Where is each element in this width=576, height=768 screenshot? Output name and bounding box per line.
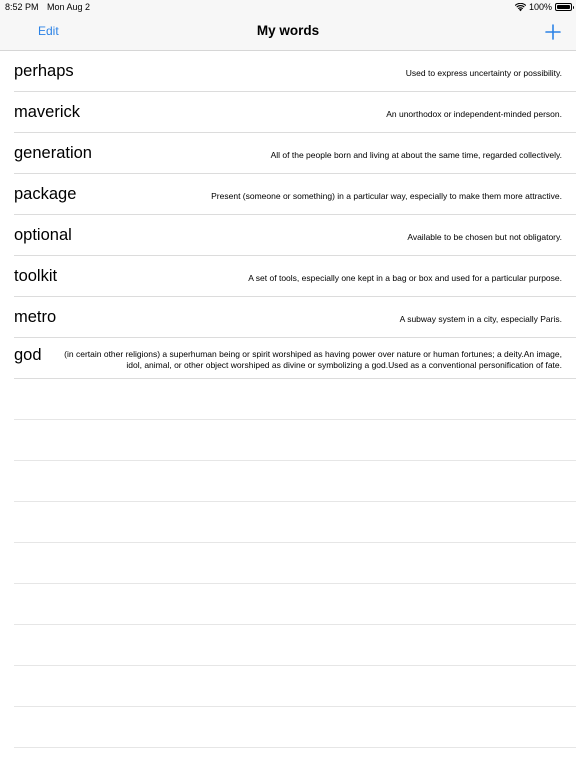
empty-row — [14, 625, 576, 666]
wifi-icon — [515, 3, 526, 12]
word-title: maverick — [14, 103, 81, 121]
empty-row — [14, 543, 576, 584]
word-definition: All of the people born and living at about the same time, regarded collectively. — [270, 150, 562, 160]
word-definition: (in certain other religions) a superhuman being or spirit worshiped as having power over nature or human fortunes; a deity.An image, idol, animal, or other object worshiped as divine or symbolizing a god.Used as a conventional personification of fate. — [64, 349, 562, 370]
empty-row — [14, 379, 576, 420]
word-title: metro — [14, 308, 57, 326]
status-time: 8:52 PM — [5, 2, 39, 12]
word-row[interactable] — [14, 174, 576, 215]
word-row[interactable] — [14, 92, 576, 133]
empty-row — [14, 707, 576, 748]
word-definition: An unorthodox or independent-minded person. — [386, 109, 562, 119]
word-title: god — [14, 346, 42, 364]
empty-row — [14, 461, 576, 502]
word-title: toolkit — [14, 267, 58, 285]
empty-row — [14, 666, 576, 707]
word-definition: A set of tools, especially one kept in a bag or box and used for a particular purpose. — [248, 273, 562, 283]
word-row[interactable] — [14, 215, 576, 256]
empty-row — [14, 584, 576, 625]
word-title: package — [14, 185, 77, 203]
word-title: optional — [14, 226, 72, 244]
word-title: perhaps — [14, 62, 74, 80]
plus-icon[interactable] — [544, 23, 562, 41]
word-row[interactable] — [14, 338, 576, 379]
word-row[interactable] — [14, 297, 576, 338]
empty-row — [14, 502, 576, 543]
page-title: My words — [256, 23, 320, 38]
edit-button[interactable]: Edit — [38, 24, 59, 38]
word-definition: A subway system in a city, especially Paris. — [399, 314, 562, 324]
navigation-bar — [0, 14, 576, 51]
word-row[interactable] — [14, 256, 576, 297]
status-date: Mon Aug 2 — [47, 2, 91, 12]
word-row[interactable] — [14, 133, 576, 174]
word-definition: Present (someone or something) in a particular way, especially to make them more attractive. — [211, 191, 562, 201]
word-title: generation — [14, 144, 92, 162]
word-list — [0, 51, 576, 748]
status-bar — [0, 0, 576, 14]
battery-icon — [555, 3, 572, 11]
battery-percentage: 100% — [528, 2, 552, 12]
word-row[interactable] — [14, 51, 576, 92]
status-indicators — [515, 0, 572, 14]
word-definition: Used to express uncertainty or possibility. — [405, 68, 562, 78]
word-definition: Available to be chosen but not obligatory. — [407, 232, 562, 242]
empty-row — [14, 420, 576, 461]
